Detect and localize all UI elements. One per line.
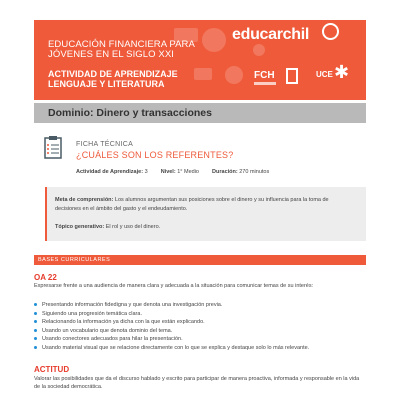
info-box <box>45 187 366 241</box>
star-logo-icon: ✱ <box>334 62 350 82</box>
uce-logo: UCE <box>316 70 333 79</box>
bullet-icon <box>34 337 37 340</box>
level-value: 1° Medio <box>177 169 199 175</box>
list-item: Usando material visual que se relacione directamente con lo que se explica y destaque solo lo más relevante. <box>34 345 309 354</box>
bases-header <box>34 255 366 265</box>
program-title: EDUCACIÓN FINANCIERA PARA JÓVENES EN EL SIGLO XXI <box>48 39 195 60</box>
list-item: Usando un vocabulario que denota dominio del tema. <box>34 328 309 337</box>
oa-list <box>34 302 309 353</box>
goal-line <box>55 197 329 203</box>
topic-label: Tópico generativo: <box>55 224 105 230</box>
header-banner <box>34 20 366 100</box>
bullet-icon <box>34 303 37 306</box>
activity-value: 3 <box>144 169 148 175</box>
level-label: Nivel: <box>160 169 176 175</box>
topic-line <box>55 224 160 230</box>
domain-bar <box>34 103 366 123</box>
coin-icon <box>202 28 226 52</box>
bases-header-label: BASES CURRICULARES <box>38 257 111 263</box>
fch-logo-underline <box>254 82 276 85</box>
list-item: Siguiendo una progresión temática clara. <box>34 311 309 320</box>
domain-title: Dominio: Dinero y transacciones <box>48 107 212 119</box>
coin-icon <box>253 44 265 56</box>
oa-description: Expresarse frente a una audiencia de manera clara y adecuada a la situación para comunicar temas de su interés: <box>34 283 314 289</box>
educarchile-e-icon <box>322 23 339 40</box>
duration-value: 270 minutos <box>239 169 270 175</box>
fiche-question: ¿CUÁLES SON LOS REFERENTES? <box>76 150 234 160</box>
duration-label: Duración: <box>212 169 238 175</box>
goal-label: Meta de comprensión: <box>55 197 114 203</box>
attitude-title: ACTITUD <box>34 365 70 374</box>
bullet-icon <box>34 346 37 349</box>
checklist-icon <box>44 135 64 159</box>
list-item: Relacionando la información ya dicha con la que están explicando. <box>34 319 309 328</box>
fch-logo: FCH <box>254 70 275 81</box>
wallet-icon <box>194 68 212 80</box>
educarchile-logo: educarchil <box>232 26 310 43</box>
attitude-description: Valorar las posibilidades que da el discurso hablado y escrito para participar de manera proactiva, informada y responsable en la vida de la sociedad democrática. <box>34 376 360 390</box>
fiche-label: FICHA TÉCNICA <box>76 141 134 148</box>
coin-icon <box>225 66 243 84</box>
activity-title: ACTIVIDAD DE APRENDIZAJE LENGUAJE Y LITERATURA <box>48 69 178 89</box>
bullet-icon <box>34 329 37 332</box>
fiche-meta <box>76 169 269 175</box>
goal-text-1: Los alumnos argumentan sus posiciones sobre el dinero y su influencia para la toma de <box>114 197 329 203</box>
oa-title: OA 22 <box>34 273 57 282</box>
activity-label: Actividad de Aprendizaje: <box>76 169 144 175</box>
bullet-icon <box>34 320 37 323</box>
partner-logo-icon <box>286 68 298 84</box>
list-item: Presentando información fidedigna y que denota una investigación previa. <box>34 302 309 311</box>
goal-text-2: decisiones en el ámbito del gasto y el endeudamiento. <box>55 206 188 212</box>
bullet-icon <box>34 312 37 315</box>
list-item: Usando conectores adecuados para hilar la presentación. <box>34 336 309 345</box>
topic-text: El rol y uso del dinero. <box>105 224 161 230</box>
